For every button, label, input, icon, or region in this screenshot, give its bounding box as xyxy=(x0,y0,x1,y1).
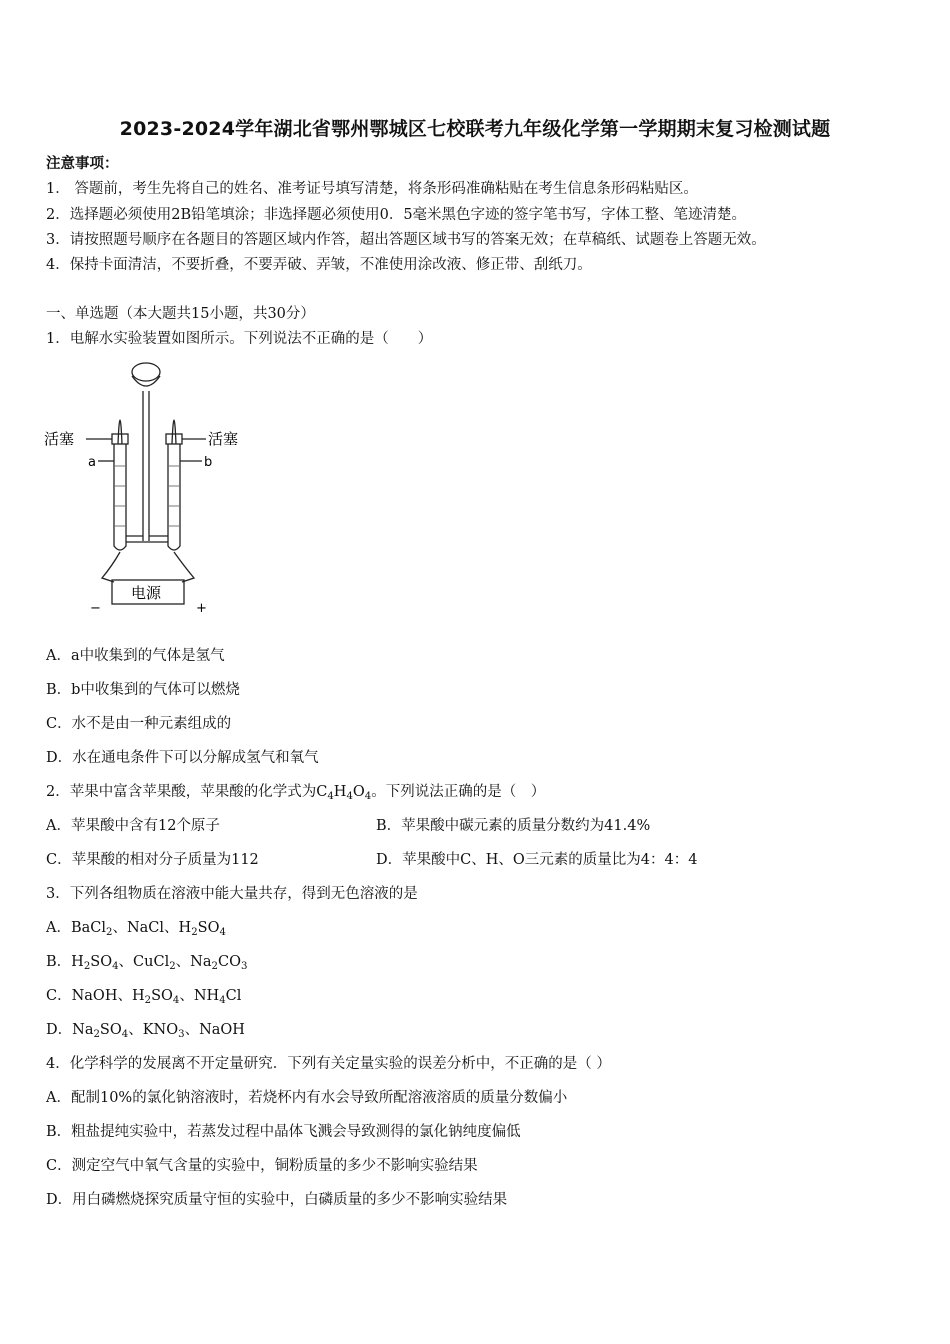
tube-a-label: a xyxy=(88,455,96,470)
power-source-label: 电源 xyxy=(131,584,162,602)
q2-option-a: A．苹果酸中含有12个原子 xyxy=(46,818,220,834)
q4-option-a: A．配制10%的氯化钠溶液时，若烧杯内有水会导致所配溶液溶质的质量分数偏小 xyxy=(46,1090,568,1106)
q2-option-b: B．苹果酸中碳元素的质量分数约为41.4% xyxy=(376,818,651,834)
q1-option-d: D．水在通电条件下可以分解成氢气和氧气 xyxy=(46,750,319,766)
q1-option-c: C．水不是由一种元素组成的 xyxy=(46,716,232,732)
right-valve-label: 活塞 xyxy=(208,430,239,448)
question-2-stem: 2．苹果中富含苹果酸，苹果酸的化学式为$C_4H_4O_4$。下列说法正确的是（ ） xyxy=(46,784,546,802)
left-valve-label: 活塞 xyxy=(44,430,75,448)
q4-option-d: D．用白磷燃烧探究质量守恒的实验中，白磷质量的多少不影响实验结果 xyxy=(46,1192,508,1208)
q3-option-b: B．$H_2SO_4$、CuCl$_2$、$Na_2CO_3$ xyxy=(46,954,248,972)
question-1-stem: 1．电解水实验装置如图所示。下列说法不正确的是（ ） xyxy=(46,331,433,347)
q2-option-c: C．苹果酸的相对分子质量为112 xyxy=(46,852,259,868)
q3-option-a: A．BaCl$_2$、NaCl、$H_2SO_4$ xyxy=(46,920,226,938)
notice-heading: 注意事项： xyxy=(46,155,119,172)
negative-terminal-label: − xyxy=(90,601,101,616)
notice-item: 3．请按照题号顺序在各题目的答题区域内作答，超出答题区域书写的答案无效；在草稿纸、试题卷上答题无效。 xyxy=(46,232,766,248)
question-3-stem: 3．下列各组物质在溶液中能大量共存，得到无色溶液的是 xyxy=(46,886,418,902)
positive-terminal-label: + xyxy=(196,601,207,616)
q4-option-b: B．粗盐提纯实验中，若蒸发过程中晶体飞溅会导致测得的氯化钠纯度偏低 xyxy=(46,1124,521,1140)
q4-option-c: C．测定空气中氧气含量的实验中，铜粉质量的多少不影响实验结果 xyxy=(46,1158,478,1174)
notice-item: 4．保持卡面清洁，不要折叠，不要弄破、弄皱，不准使用涂改液、修正带、刮纸刀。 xyxy=(46,257,592,273)
electrolysis-apparatus-figure xyxy=(42,356,262,618)
page-title: 2023-2024学年湖北省鄂州鄂城区七校联考九年级化学第一学期期末复习检测试题 xyxy=(119,118,831,140)
section-heading: 一、单选题（本大题共15小题，共30分） xyxy=(46,306,315,322)
q2-option-d: D．苹果酸中C、H、O三元素的质量比为4：4：4 xyxy=(376,852,698,868)
q1-option-b: B．b中收集到的气体可以燃烧 xyxy=(46,682,240,698)
q3-option-d: D．$Na_2SO_4$、$KNO_3$、NaOH xyxy=(46,1022,245,1040)
tube-b-label: b xyxy=(204,455,213,470)
notice-item: 1． 答题前，考生先将自己的姓名、准考证号填写清楚，将条形码准确粘贴在考生信息条形码粘贴区。 xyxy=(46,181,698,197)
q1-option-a: A．a中收集到的气体是氢气 xyxy=(46,648,225,664)
notice-item: 2．选择题必须使用2B铅笔填涂；非选择题必须使用0．5毫米黑色字迹的签字笔书写，字体工整、笔迹清楚。 xyxy=(46,207,747,223)
question-4-stem: 4．化学科学的发展离不开定量研究．下列有关定量实验的误差分析中，不正确的是（ ） xyxy=(46,1056,611,1072)
q3-option-c: C．NaOH、$H_2SO_4$、$NH_4Cl$ xyxy=(46,988,242,1006)
